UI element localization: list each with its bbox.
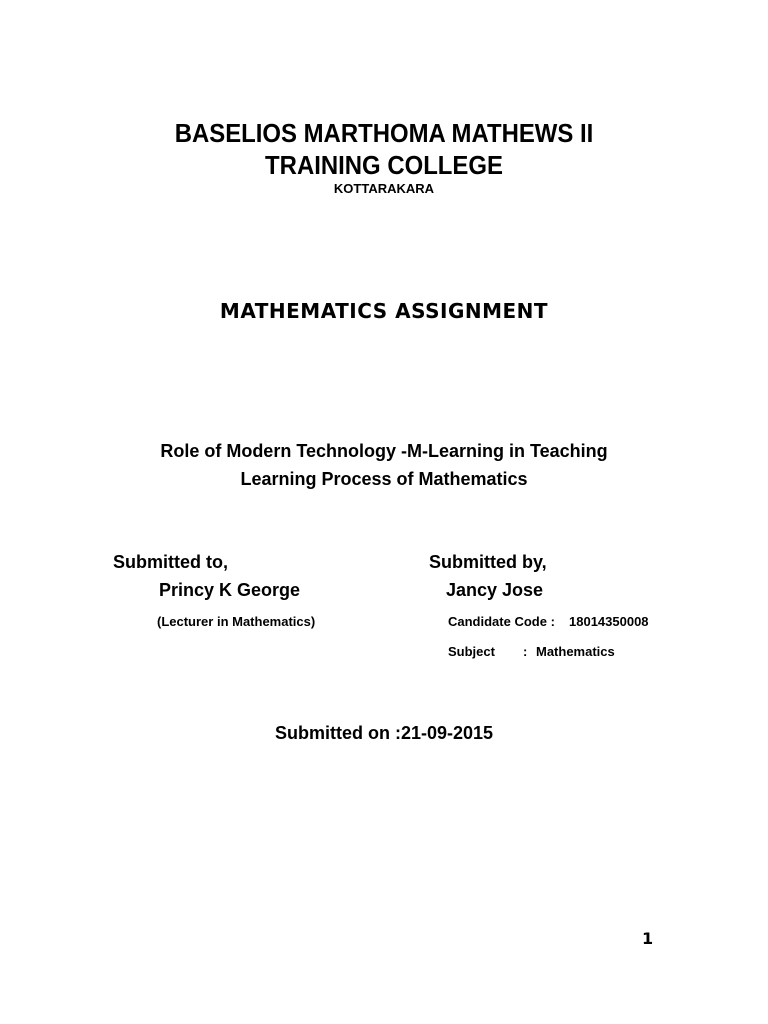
college-name-line-1: BASELIOS MARTHOMA MATHEWS II: [174, 118, 594, 148]
topic-line-2: Learning Process of Mathematics: [240, 469, 528, 489]
assignment-title: MATHEMATICS ASSIGNMENT: [219, 299, 549, 323]
lecturer-name: Princy K George: [159, 580, 301, 600]
subject-separator: :: [523, 644, 528, 659]
submission-date: Submitted on :21-09-2015: [274, 723, 494, 743]
lecturer-role: (Lecturer in Mathematics): [157, 614, 316, 629]
student-name: Jancy Jose: [446, 580, 544, 600]
candidate-code-value: 18014350008: [569, 614, 649, 629]
submitted-to-label: Submitted to,: [113, 552, 228, 572]
topic-line-1: Role of Modern Technology -M-Learning in Teaching: [160, 441, 608, 461]
submitted-by-label: Submitted by,: [429, 552, 547, 572]
subject-value: Mathematics: [536, 644, 615, 659]
college-location: KOTTARAKARA: [333, 181, 435, 196]
subject-label: Subject: [448, 644, 495, 659]
college-name-line-2: TRAINING COLLEGE: [265, 150, 503, 180]
candidate-code-label: Candidate Code :: [448, 614, 555, 629]
page-number: 1: [642, 929, 654, 948]
